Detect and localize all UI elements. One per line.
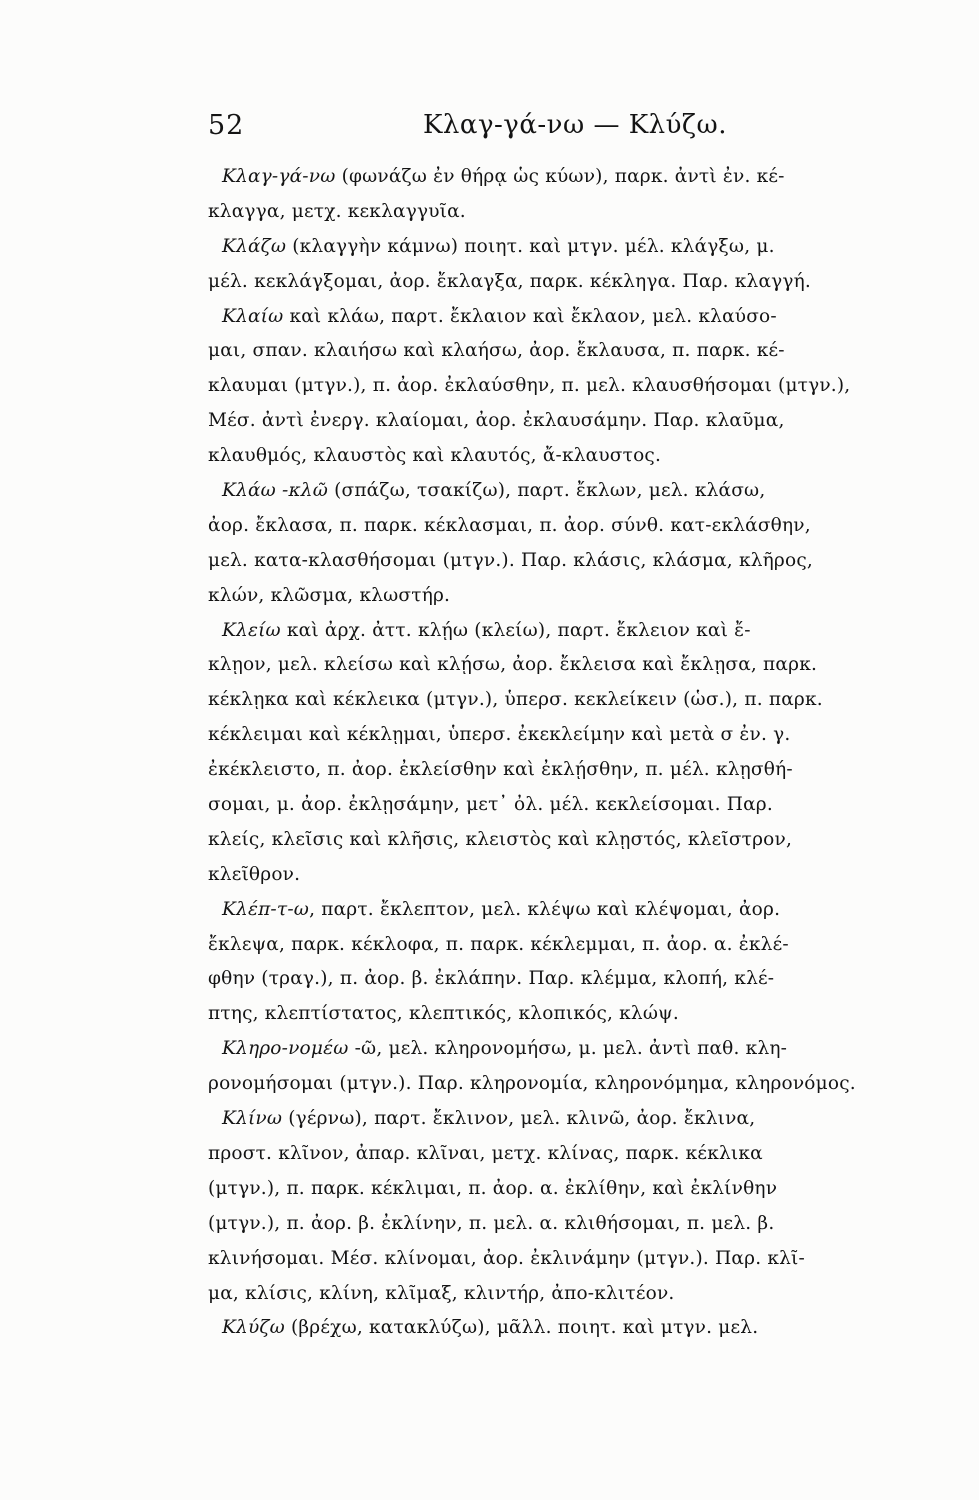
entry-text: πτης, κλεπτίστατος, κλεπτικός, κλοπικός, κλώψ.: [208, 1003, 679, 1025]
entry-line-headword: [208, 474, 898, 509]
entry-line: [208, 579, 898, 614]
entry-headword: Κλύζω: [222, 1317, 285, 1339]
entry-line: [208, 928, 898, 963]
entry-text: κλεῖθρον.: [208, 863, 301, 885]
entry-line-headword: [208, 1311, 898, 1346]
entry-text: κλαυμαι (μτγν.), π. ἀορ. ἐκλαύσθην, π. μελ. κλαυσθήσομαι (μτγν.),: [208, 375, 851, 397]
entry-text: -ῶ, μελ. κληρονομήσω, μ. μελ. ἀντὶ παθ. κλη-: [348, 1038, 788, 1060]
entry-text: μελ. κατα-κλασθήσομαι (μτγν.). Παρ. κλάσις, κλάσμα, κλῆρος,: [208, 549, 813, 571]
entry-line-headword: [208, 1032, 898, 1067]
entry-line-headword: [208, 1102, 898, 1137]
entry-text: κέκλῃκα καὶ κέκλεικα (μτγν.), ὑπερσ. κεκλείκειν (ὡσ.), π. παρκ.: [208, 689, 823, 711]
entry-line-headword: [208, 893, 898, 928]
entry-line: [208, 788, 898, 823]
entry-text: καὶ κλάω, παρτ. ἔκλαιον καὶ ἔκλαον, μελ. κλαύσο-: [283, 305, 777, 327]
entry-line: [208, 544, 898, 579]
entry-line: [208, 1207, 898, 1242]
entry-line: [208, 265, 898, 300]
entry-line: [208, 1067, 898, 1102]
entry-text: (κλαγγὴν κάμνω) ποιητ. καὶ μτγν. μέλ. κλάγξω, μ.: [286, 235, 775, 257]
entry-line: [208, 997, 898, 1032]
entry-headword: Κλάω -κλῶ: [222, 480, 328, 502]
entry-headword: Κλαίω: [222, 305, 284, 327]
entry-text: ρονομήσομαι (μτγν.). Παρ. κληρονομία, κληρονόμημα, κληρονόμος.: [208, 1073, 856, 1095]
entry-text: (γέρνω), παρτ. ἔκλινον, μελ. κλινῶ, ἀορ. ἔκλινα,: [282, 1108, 756, 1130]
page-header: [208, 110, 908, 150]
entry-line: [208, 718, 898, 753]
entry-text: (βρέχω, κατακλύζω), μᾶλλ. ποιητ. καὶ μτγν. μελ.: [284, 1317, 759, 1339]
entry-text: κλών, κλῶσμα, κλωστήρ.: [208, 584, 451, 606]
entry-line: [208, 1277, 898, 1312]
entry-line: [208, 683, 898, 718]
entry-text: ἐκέκλειστο, π. ἀορ. ἐκλείσθην καὶ ἐκλῄσθην, π. μέλ. κλῃσθή-: [208, 759, 793, 781]
entry-headword: Κληρο-νομέω: [222, 1038, 349, 1060]
entry-line: [208, 1172, 898, 1207]
entry-headword: Κλάζω: [222, 235, 287, 257]
entry-line: [208, 509, 898, 544]
entry-text: φθην (τραγ.), π. ἀορ. β. ἐκλάπην. Παρ. κλέμμα, κλοπή, κλέ-: [208, 968, 775, 990]
entry-text: ἔκλεψα, παρκ. κέκλοφα, π. παρκ. κέκλεμμαι, π. ἀορ. α. ἐκλέ-: [208, 933, 789, 955]
running-head: Κλαγ-γά-νω — Κλύζω.: [423, 110, 727, 140]
entry-text: προστ. κλῖνον, ἀπαρ. κλῖναι, μετχ. κλίνας, παρκ. κέκλικα: [208, 1142, 763, 1164]
dictionary-body: [208, 160, 898, 1346]
entry-headword: Κλίνω: [222, 1108, 283, 1130]
entry-text: κλαγγα, μετχ. κεκλαγγυῖα.: [208, 200, 466, 222]
entry-headword: Κλείω: [222, 619, 281, 641]
entry-text: κλαυθμός, κλαυστὸς καὶ κλαυτός, ἄ-κλαυστος.: [208, 445, 662, 467]
entry-text: μέλ. κεκλάγξομαι, ἀορ. ἔκλαγξα, παρκ. κέκληγα. Παρ. κλαγγή.: [208, 270, 812, 292]
entry-text: κλείς, κλεῖσις καὶ κλῆσις, κλειστὸς καὶ κλῃστός, κλεῖστρον,: [208, 828, 793, 850]
entry-line-headword: [208, 614, 898, 649]
entry-line: [208, 753, 898, 788]
entry-text: (σπάζω, τσακίζω), παρτ. ἔκλων, μελ. κλάσω,: [328, 480, 766, 502]
entry-text: κλῃον, μελ. κλείσω καὶ κλῄσω, ἀορ. ἔκλεισα καὶ ἔκλῃσα, παρκ.: [208, 654, 818, 676]
entry-line: [208, 1137, 898, 1172]
entry-line-headword: [208, 230, 898, 265]
entry-line: [208, 439, 898, 474]
entry-text: κέκλειμαι καὶ κέκλῃμαι, ὑπερσ. ἐκεκλείμην καὶ μετὰ σ ἐν. γ.: [208, 724, 791, 746]
entry-text: κλινήσομαι. Μέσ. κλίνομαι, ἀορ. ἐκλινάμην (μτγν.). Παρ. κλῖ-: [208, 1247, 805, 1269]
entry-line-headword: [208, 160, 898, 195]
entry-text: (μτγν.), π. παρκ. κέκλιμαι, π. ἀορ. α. ἐκλίθην, καὶ ἐκλίνθην: [208, 1177, 778, 1199]
page-number: 52: [208, 110, 245, 141]
entry-line: [208, 369, 898, 404]
entry-headword: Κλέπ-τ-ω: [222, 898, 310, 920]
entry-headword: Κλαγ-γά-νω: [222, 166, 336, 187]
entry-text: Μέσ. ἀντὶ ἐνεργ. κλαίομαι, ἀορ. ἐκλαυσάμην. Παρ. κλαῦμα,: [208, 410, 785, 432]
entry-line-headword: [208, 300, 898, 335]
entry-text: μα, κλίσις, κλίνη, κλῖμαξ, κλιντήρ, ἀπο-κλιτέον.: [208, 1282, 675, 1304]
entry-line: [208, 334, 898, 369]
entry-text: σομαι, μ. ἀορ. ἐκλῃσάμην, μετ᾽ ὀλ. μέλ. κεκλείσομαι. Παρ.: [208, 794, 773, 816]
entry-line: [208, 195, 898, 230]
entry-text: μαι, σπαν. κλαιήσω καὶ κλαήσω, ἀορ. ἔκλαυσα, π. παρκ. κέ-: [208, 340, 785, 362]
entry-line: [208, 404, 898, 439]
entry-text: , παρτ. ἔκλεπτον, μελ. κλέψω καὶ κλέψομαι, ἀορ.: [309, 898, 781, 920]
entry-line: [208, 858, 898, 893]
entry-text: (μτγν.), π. ἀορ. β. ἐκλίνην, π. μελ. α. κλιθήσομαι, π. μελ. β.: [208, 1212, 775, 1234]
entry-text: (φωνάζω ἐν θήρᾳ ὡς κύων), παρκ. ἀντὶ ἐν. κέ-: [335, 166, 785, 187]
entry-line: [208, 648, 898, 683]
entry-text: καὶ ἀρχ. ἀττ. κλῄω (κλείω), παρτ. ἔκλειον καὶ ἔ-: [280, 619, 751, 641]
entry-text: ἀορ. ἔκλασα, π. παρκ. κέκλασμαι, π. ἀορ. σύνθ. κατ-εκλάσθην,: [208, 514, 811, 536]
entry-line: [208, 962, 898, 997]
entry-line: [208, 823, 898, 858]
entry-line: [208, 1242, 898, 1277]
